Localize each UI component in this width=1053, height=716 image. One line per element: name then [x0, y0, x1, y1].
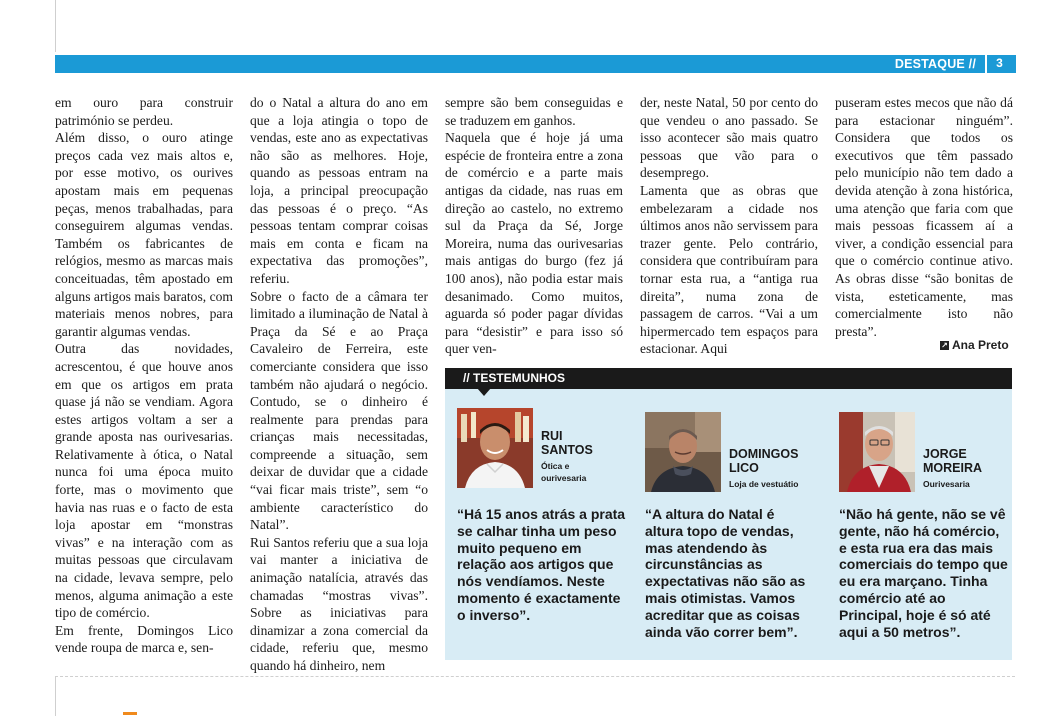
page-frame-bottom: [55, 676, 1015, 677]
header-tab-pointer: [477, 388, 491, 396]
testimonials-title: // TESTEMUNHOS: [463, 371, 566, 385]
paragraph: puseram estes mecos que não dá para estacionar ninguém”. Considera que todos os executivos que têm passado pelo município não tem dado a devida atenção à zona histórica, uma atenção que faria com que mais pessoas ficassem aí a viver, a condição essencial para que o comércio continue ativo. As obras disse “são bonitas de vista, esteticamente, mas comercialmente isto não presta”.: [835, 95, 1013, 339]
person-role: [923, 478, 970, 490]
paragraph: Rui Santos referiu que a sua loja vai manter a iniciativa de animação natalícia, através das chamadas “mostras vivas”. Sobre as iniciativas para dinamizar a zona comercial da cidade, referiu que, mesmo quando há dinheiro, nem: [250, 534, 428, 673]
paragraph: Outra das novidades, acrescentou, é que houve anos em que os artigos em prata quase já não se vendiam. Agora estes artigos voltam a ser a grande aposta nas ourivesarias. Relativamente à ótica, o Natal nunca foi uma época muito forte, mas o movimento que havia nas ruas e o facto de esta loja apostar em “monstras vivas” e na interação com as muitas pessoas que circulavam na cidade, levava sempre, pelo menos, alguma animação a este tipo de comércio.: [55, 341, 233, 621]
testimonials-box: [445, 368, 1012, 660]
paragraph: Naquela que é hoje já uma espécie de fronteira entre a zona de comércio e a parte mais antigas da cidade, nas ruas em direção ao castelo, no extremo sul da Praça da Sé, Jorge Moreira, numa das ourivesarias mais antigas do burgo (fez já 100 anos), não podia estar mais desanimado. Como muitos, aguarda só poder pagar dívidas para “desistir” e para isso só quer ven-: [445, 130, 623, 357]
paragraph: der, neste Natal, 50 por cento do que vendeu o ano passado. Se isso acontecer são mais quatro pessoas que vão para o desemprego.: [640, 95, 818, 181]
paragraph: Em frente, Domingos Lico vende roupa de marca e, sen-: [55, 622, 233, 656]
role-line: Ourivesaria: [923, 479, 970, 489]
testimonial-quote: “A altura do Natal é altura topo de vendas, mas atendendo às circunstâncias as expectativas não são as mais otimistas. Vamos acreditar que as coisas ainda vão correr bem”.: [645, 506, 806, 640]
section-header-band: [55, 55, 1016, 73]
article-column-2: [250, 94, 428, 675]
arrow-icon: ↗: [941, 341, 948, 350]
author-name: Ana Preto: [952, 338, 1009, 352]
person-name: [729, 448, 798, 475]
author-byline: [940, 338, 1009, 352]
testimonial-quote: “Não há gente, não se vê gente, não há comércio, e esta rua era das mais comerciais do tempo que eu era marçano. Tinha comércio até ao Principal, hoje é só até aqui a 50 metros”.: [839, 506, 1008, 640]
article-column-5: [835, 94, 1013, 340]
name-line: MOREIRA: [923, 460, 983, 475]
name-line: SANTOS: [541, 442, 593, 457]
person-role: [541, 460, 586, 484]
name-line: LICO: [729, 460, 759, 475]
person-role: [729, 478, 798, 490]
testimonials-header: [445, 368, 1012, 389]
name-line: JORGE: [923, 447, 967, 461]
page-frame-bottom-left: [55, 676, 56, 716]
portrait-photo: [457, 408, 533, 488]
portrait-photo: [839, 412, 915, 492]
role-line: Ótica e: [541, 461, 570, 471]
paragraph: Sobre o facto de a câmara ter limitado a iluminação de Natal à Praça da Sé e ao Praça Cavaleiro de Ferreira, este comerciante considera que isso também não ajudará o negócio. Contudo, se o dinheiro é realmente para prendas para crianças mais necessitadas, compreende a situação, sem deixar de duvidar que a cidade “vai ficar mais triste”, sem “o ambiente característico do Natal”.: [250, 288, 428, 533]
article-column-4: [640, 94, 818, 358]
paragraph: Lamenta que as obras que embelezaram a cidade nos últimos anos não servissem para trazer gente. Pelo contrário, considera que contribuíram para tornar esta rua, a “antiga rua direita”, numa zona de passagem de carros. “Vai a um hipermercado tem espaços para estacionar. Aqui: [640, 182, 818, 357]
role-line: Loja de vestuátio: [729, 479, 799, 489]
role-line: ourivesaria: [541, 473, 587, 483]
paragraph: sempre são bem conseguidas e se traduzem em ganhos.: [445, 95, 623, 128]
section-label: DESTAQUE //: [894, 57, 976, 71]
portrait-photo: [645, 412, 721, 492]
paragraph: em ouro para construir património se perdeu.: [55, 95, 233, 128]
page-frame-top: [55, 0, 1016, 52]
page-number: 3: [985, 55, 1012, 73]
paragraph: do o Natal a altura do ano em que a loja atingia o topo de vendas, este ano as expectativas não são as melhores. Hoje, quando as pessoas entram na loja, a principal preocupação das pessoas é o preço. “As pessoas tentam comprar coisas mais em conta e ficam na expectativa das promoções”, referiu.: [250, 95, 428, 286]
person-name: [923, 448, 982, 475]
paragraph: Além disso, o ouro atinge preços cada vez mais altos e, por esse motivo, os ourives apostam mais em pequenas peças, menos trabalhadas, para conseguirem algumas vendas. Também os fabricantes de relógios, mesmo as marcas mais conceituadas, têm apostado em alguns artigos mais baratos, com materiais menos nobres, para garantir algumas vendas.: [55, 130, 233, 339]
name-line: DOMINGOS: [729, 447, 799, 461]
testimonial-quote: “Há 15 anos atrás a prata se calhar tinha um peso muito pequeno em relação aos artigos que nós vendíamos. Neste momento é exactamente o inverso”.: [457, 506, 626, 623]
article-column-1: [55, 94, 233, 657]
name-line: RUI: [541, 429, 563, 443]
person-name: [541, 430, 593, 457]
article-column-3: [445, 94, 623, 358]
